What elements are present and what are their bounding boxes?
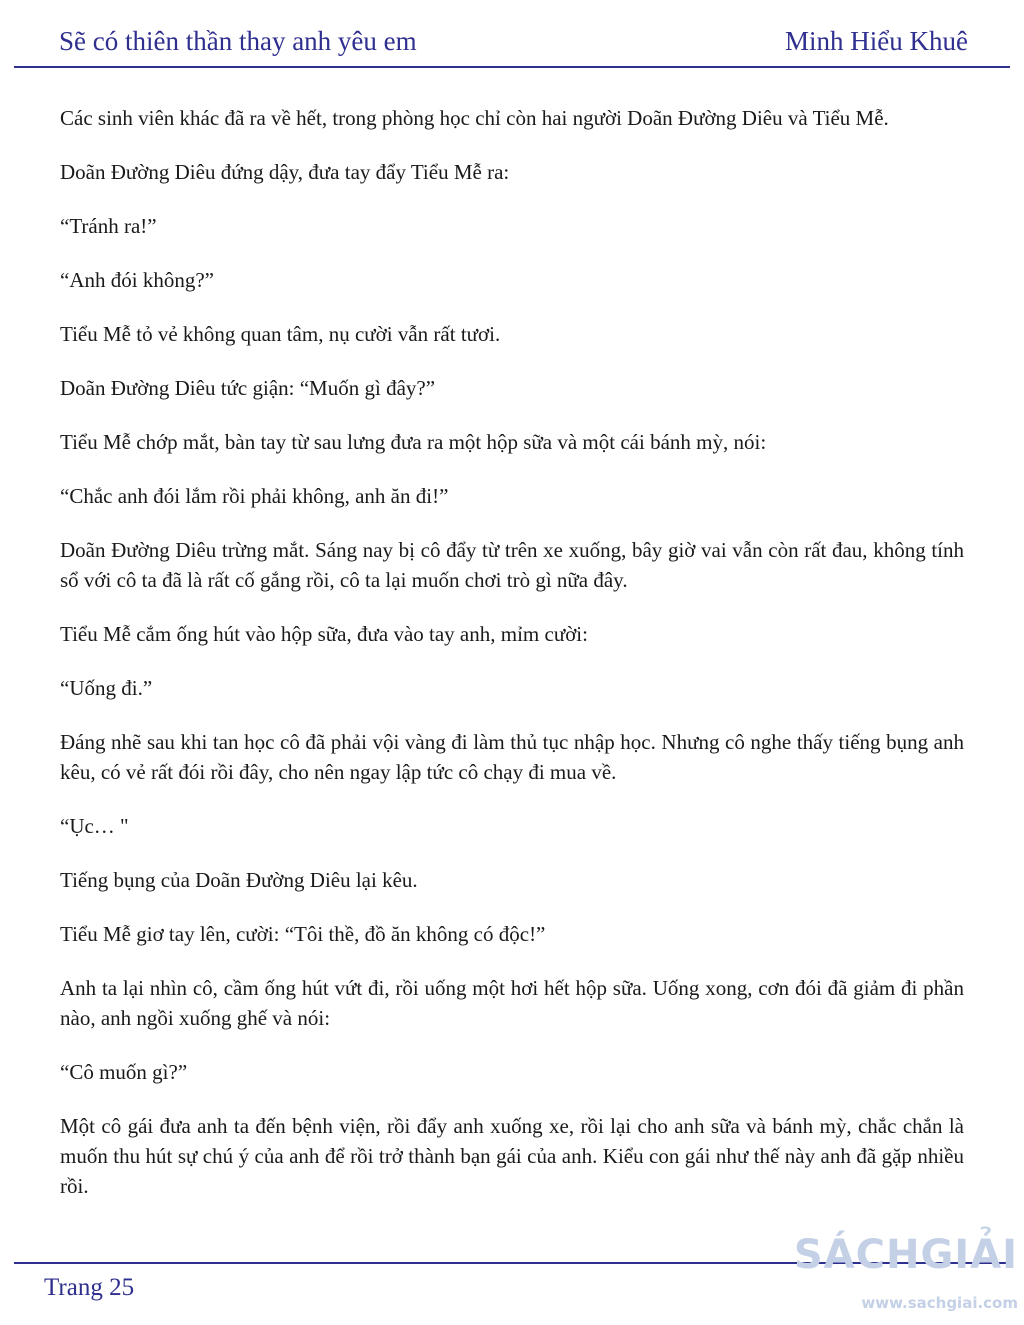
paragraph: Tiểu Mễ cắm ống hút vào hộp sữa, đưa vào tay anh, mỉm cười: bbox=[60, 622, 588, 646]
author-name: Minh Hiểu Khuê bbox=[785, 26, 968, 56]
paragraph: Anh ta lại nhìn cô, cầm ống hút vứt đi, rồi uống một hơi hết hộp sữa. Uống xong, cơn đói đã giảm đi phần nào, anh ngồi xuống ghế và nói: bbox=[60, 976, 964, 1030]
paragraph: “Cô muốn gì?” bbox=[60, 1060, 188, 1084]
page-header bbox=[14, 22, 1010, 68]
paragraph: Một cô gái đưa anh ta đến bệnh viện, rồi đẩy anh xuống xe, rồi lại cho anh sữa và bánh mỳ, chắc chắn là muốn thu hút sự chú ý của anh để rồi trở thành bạn gái của anh. Kiểu con gái như thế này anh đã gặp nhiều rồi. bbox=[60, 1114, 964, 1198]
paragraph: Doãn Đường Diêu tức giận: “Muốn gì đây?” bbox=[60, 376, 436, 400]
paragraph: Tiểu Mễ giơ tay lên, cười: “Tôi thề, đồ ăn không có độc!” bbox=[60, 922, 546, 946]
paragraph: Tiếng bụng của Doãn Đường Diêu lại kêu. bbox=[60, 868, 418, 892]
paragraph: “Chắc anh đói lắm rồi phải không, anh ăn đi!” bbox=[60, 484, 449, 508]
paragraph: “Uống đi.” bbox=[60, 676, 153, 700]
watermark bbox=[793, 1232, 1018, 1322]
book-title: Sẽ có thiên thần thay anh yêu em bbox=[59, 26, 417, 56]
watermark-url: www.sachgiai.com bbox=[861, 1294, 1018, 1312]
page-number: Trang 25 bbox=[44, 1274, 135, 1301]
page-body bbox=[60, 103, 964, 1225]
paragraph: “Ục… " bbox=[60, 814, 129, 838]
paragraph: Các sinh viên khác đã ra về hết, trong phòng học chỉ còn hai người Doãn Đường Diêu và Tiểu Mễ. bbox=[60, 106, 889, 130]
paragraph: “Anh đói không?” bbox=[60, 268, 214, 292]
watermark-logo: SÁCHGIẢI bbox=[793, 1232, 1018, 1278]
paragraph: Doãn Đường Diêu trừng mắt. Sáng nay bị cô đẩy từ trên xe xuống, bây giờ vai vẫn còn rất đau, không tính sổ với cô ta đã là rất cố gắng rồi, cô ta lại muốn chơi trò gì nữa đây. bbox=[60, 538, 964, 592]
paragraph: Tiểu Mễ chớp mắt, bàn tay từ sau lưng đưa ra một hộp sữa và một cái bánh mỳ, nói: bbox=[60, 430, 767, 454]
paragraph: Doãn Đường Diêu đứng dậy, đưa tay đẩy Tiểu Mễ ra: bbox=[60, 160, 510, 184]
paragraph: Tiểu Mễ tỏ vẻ không quan tâm, nụ cười vẫn rất tươi. bbox=[60, 322, 501, 346]
paragraph: “Tránh ra!” bbox=[60, 214, 157, 238]
paragraph: Đáng nhẽ sau khi tan học cô đã phải vội vàng đi làm thủ tục nhập học. Nhưng cô nghe thấy tiếng bụng anh kêu, có vẻ rất đói rồi đây, cho nên ngay lập tức cô chạy đi mua về. bbox=[60, 730, 964, 784]
